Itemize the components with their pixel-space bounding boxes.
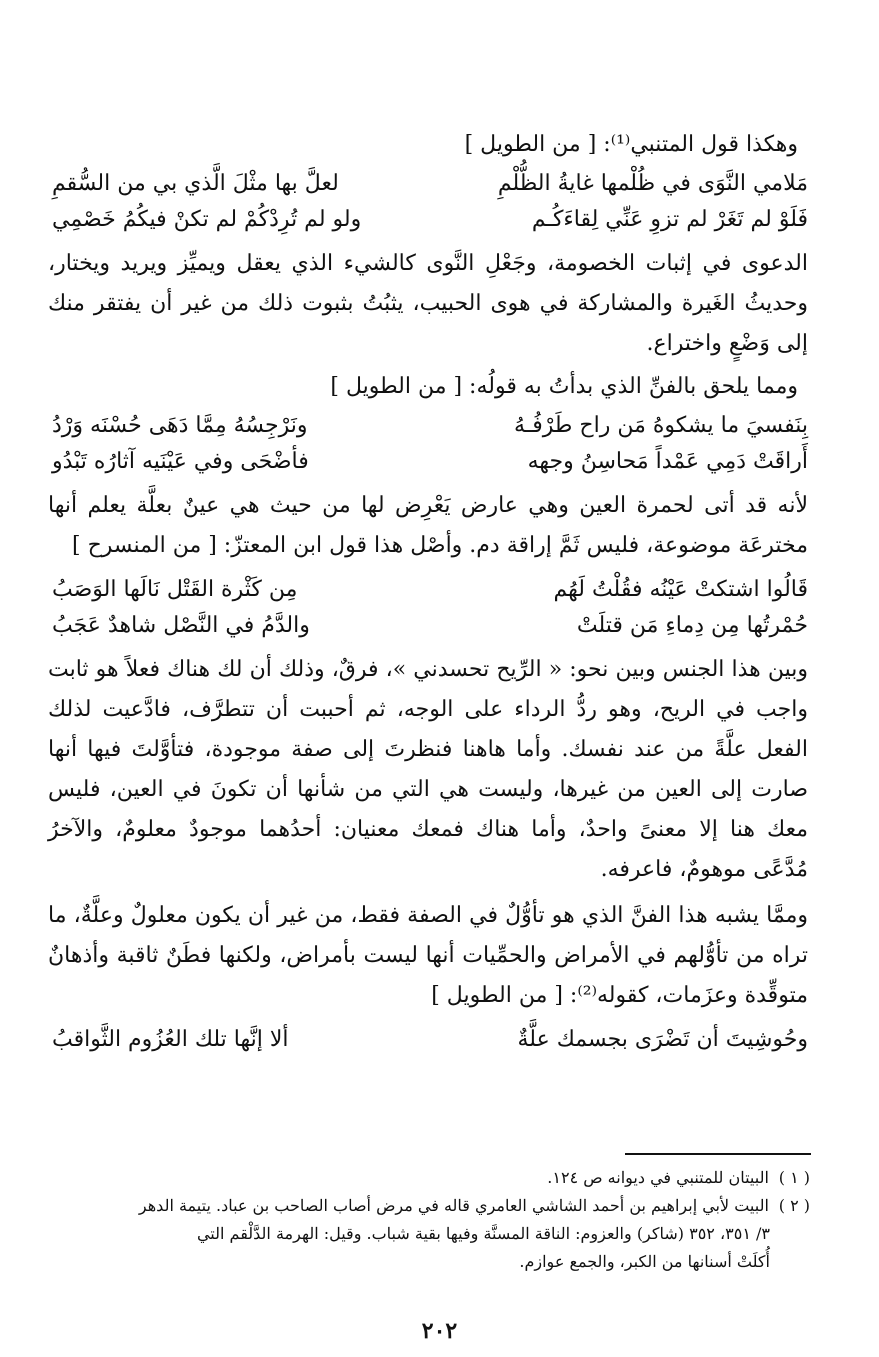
- footnote-2-continuation: ٣/ ٣٥١، ٣٥٢ (شاكر) والعزوم: الناقة المسنَّة وفيها بقية شباب. وقيل: الهرمة الدَّلْقم التي: [196, 1224, 770, 1243]
- verse-line: [48, 572, 808, 608]
- verse-first-hemistich: قَالُوا اشتكتْ عَيْنُه فقُلْتُ لَهُم: [553, 577, 808, 602]
- verse-first-hemistich: حُمْرتُها مِن دِماءِ مَن قتلَتْ: [576, 613, 808, 638]
- verse-first-hemistich: أَراقَتْ دَمِي عَمْداً مَحاسِنُ وجهه: [527, 449, 808, 474]
- body-paragraph: وممَّا يشبه هذا الفنَّ الذي هو تأوُّلٌ في الصفة فقط، من غير أن يكون معلولٌ وعلَّةٌ، ما تراه من تأوُّلهم في الأمراض والحمِّيات أنها ليست بأمراض، ولكنها فطَنٌ ثاقبة وأذهانٌ متوقِّدة وعزَمات، كقوله⁽²⁾: [ من الطويل ]: [48, 903, 808, 1008]
- footnote-2: [48, 1192, 810, 1220]
- verse-second-hemistich: مِن كَثْرة القَتْل نَالَها الوَصَبُ: [52, 577, 298, 602]
- poem-shashi: [48, 1022, 808, 1058]
- footnote-2-continuation: أُكلَتْ أسنانها من الكبر، والجمع عوازم.: [519, 1252, 770, 1271]
- verse-second-hemistich: فأضْحَى وفي عَيْنَيه آثارُه تَبْدُو: [52, 449, 309, 474]
- verse-second-hemistich: والدَّمُ في النَّصْل شاهدٌ عَجَبُ: [52, 613, 310, 638]
- verse-second-hemistich: ولو لم تُرِدْكُمْ لم تكنْ فيكُمُ خَصْمِي: [52, 207, 362, 232]
- footnote-text: البيتان للمتنبي في ديوانه ص ١٢٤.: [547, 1168, 769, 1187]
- poem-mutanabbi-1: [48, 166, 808, 238]
- verse-second-hemistich: لعلَّ بها مثْلَ الَّذي بي من السُّقمِ: [52, 171, 339, 196]
- verse-line: [48, 1022, 808, 1058]
- verse-line: [48, 166, 808, 202]
- body-paragraph: وبين هذا الجنس وبين نحو: « الرِّيح تحسدني »، فرقٌ، وذلك أن لك هناك فعلاً هو ثابت واجب في الريح، وهو ردُّ الرداء على الوجه، ثم أحببت أن تتطرَّف، فادَّعيت لذلك الفعل علَّةً من عند نفسك. وأما هاهنا فنظرتَ إلى صفة موجودة، فتأوَّلتَ فيها أنها صارت إلى العين من غيرها، وليست هي التي من شأنها أن تكونَ في العين، فليس معك هنا إلا معنىً واحدٌ، وأما هناك فمعك معنيان: أحدُهما موجودٌ معلومٌ، والآخرُ مُدَّعًى موهومٌ، فاعرفه.: [48, 657, 808, 882]
- footnote-number: ( ١ ): [778, 1168, 810, 1187]
- verse-line: [48, 202, 808, 238]
- poem-mutanabbi-2: [48, 408, 808, 480]
- verse-line: [48, 444, 808, 480]
- verse-line: [48, 408, 808, 444]
- footnote-text: البيت لأبي إبراهيم بن أحمد الشاشي العامري قاله في مرض أصاب الصاحب بن عباد. يتيمة الدهر: [138, 1196, 769, 1215]
- poem-intro: ومما يلحق بالفنِّ الذي بدأتُ به قولُه: [ من الطويل ]: [330, 374, 798, 399]
- verse-first-hemistich: بِنَفسيَ ما يشكوهُ مَن راح طَرْفُـهُ: [514, 413, 808, 438]
- poem-intro-mutanabbi: وهكذا قول المتنبي⁽¹⁾: [ من الطويل ]: [464, 132, 798, 157]
- page-number: ٢٠٢: [421, 1318, 458, 1344]
- footnote-separator: [625, 1153, 811, 1155]
- verse-second-hemistich: ألا إنَّها تلك العُزُوم الثَّواقبُ: [52, 1027, 289, 1052]
- verse-first-hemistich: مَلامي النَّوَى في ظُلْمها غايةُ الظُّلْمِ: [497, 171, 808, 196]
- page-body: [48, 128, 808, 1064]
- body-paragraph: الدعوى في إثبات الخصومة، وجَعْلِ النَّوى كالشيء الذي يعقل ويميِّز ويريد ويختار، وحديثُ الغَيرة والمشاركة في هوى الحبيب، يثبُتُ بثبوت ذلك من غير أن يفتقر منك إلى وَضْعٍ واختراع.: [48, 251, 808, 356]
- verse-second-hemistich: ونَرْجِسُهُ مِمَّا دَهَى حُسْنَه وَرْدُ: [52, 413, 308, 438]
- footnotes: [48, 1164, 810, 1276]
- verse-line: [48, 608, 808, 644]
- verse-first-hemistich: فَلَوْ لم تَغَرْ لم تزوِ عَنِّي لِقاءَكُـم: [531, 207, 808, 232]
- body-paragraph: لأنه قد أتى لحمرة العين وهي عارض يَعْرِض لها من حيث هي عينٌ بعلَّة يعلم أنها مخترعَة موضوعة، فليس ثَمَّ إراقة دم. وأصْل هذا قول ابن المعتزّ: [ من المنسرح ]: [48, 493, 808, 558]
- footnote-1: [48, 1164, 810, 1192]
- verse-first-hemistich: وحُوشِيتَ أن تَضْرَى بجسمك علَّةٌ: [517, 1027, 808, 1052]
- poem-ibn-al-mutazz: [48, 572, 808, 644]
- footnote-number: ( ٢ ): [778, 1196, 810, 1215]
